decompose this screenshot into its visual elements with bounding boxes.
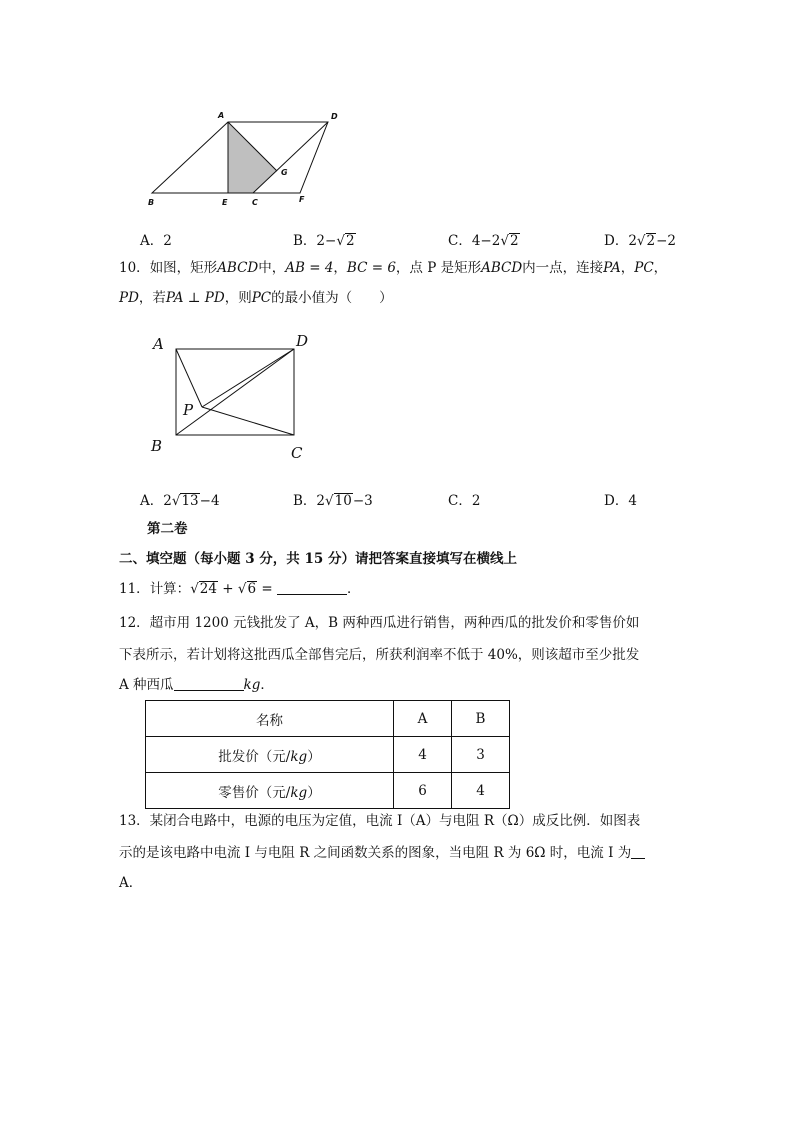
text: 中， xyxy=(258,260,286,276)
q13-stem-line1: 13．某闭合电路中，电源的电压为定值，电流 I（A）与电阻 R（Ω）成反比例．如图表 xyxy=(119,813,641,829)
option-letter: D． xyxy=(604,493,629,509)
text: ， xyxy=(653,260,668,276)
volume-title: 第二卷 xyxy=(147,521,188,537)
option-post: −3 xyxy=(352,493,373,509)
table-header-cell: 名称 xyxy=(146,701,394,737)
option-letter: B． xyxy=(293,233,317,249)
text: ， xyxy=(333,260,347,276)
q10-option-c[interactable] xyxy=(448,489,480,509)
question-number: 11． xyxy=(119,581,150,597)
option-radicand: 10 xyxy=(334,493,352,509)
table-cell: 4 xyxy=(394,737,452,773)
option-radicand: 2 xyxy=(345,233,355,249)
q9-option-a[interactable] xyxy=(140,229,172,249)
label-e: E xyxy=(222,198,228,207)
label-c: C xyxy=(252,198,258,207)
option-radicand: 2 xyxy=(509,233,519,249)
label-d: D xyxy=(331,112,338,121)
label-c: C xyxy=(291,444,303,462)
text: 示的是该电路中电流 I 与电阻 R 之间函数关系的图象，当电阻 R 为 6Ω 时，电流 I 为 xyxy=(119,845,632,861)
q10-option-b[interactable]: B．2√10−3 xyxy=(293,493,373,509)
radicand: 24 xyxy=(199,581,217,597)
table-row xyxy=(146,737,510,773)
answer-blank[interactable] xyxy=(277,580,347,595)
text: ） xyxy=(307,784,321,801)
text: ． xyxy=(260,677,274,693)
math: AB = 4 xyxy=(285,260,334,276)
option-pre: 2 xyxy=(316,493,326,509)
table-header-row xyxy=(146,701,510,737)
answer-blank[interactable] xyxy=(174,676,244,691)
text: ，若 xyxy=(138,290,166,306)
math: ABCD xyxy=(217,260,259,276)
table-header-cell: B xyxy=(452,701,510,737)
math: PC xyxy=(634,260,654,276)
q9-figure xyxy=(140,105,360,210)
text: ． xyxy=(347,581,361,597)
option-radicand: 13 xyxy=(181,493,199,509)
label-a: A xyxy=(153,335,164,353)
label-p: P xyxy=(183,401,194,419)
answer-blank[interactable] xyxy=(631,844,645,859)
table-row xyxy=(146,773,510,809)
option-radicand: 2 xyxy=(646,233,656,249)
table-cell: 6 xyxy=(394,773,452,809)
text: 计算： xyxy=(149,581,191,597)
figure-lines xyxy=(176,349,294,435)
math: PD xyxy=(119,290,139,306)
option-pre: 2 xyxy=(628,233,637,249)
unit: kg xyxy=(243,677,261,693)
option-letter: C． xyxy=(448,233,472,249)
option-value: 2 xyxy=(471,493,481,509)
label-g: G xyxy=(281,168,288,177)
option-value: 4 xyxy=(628,493,637,509)
price-table xyxy=(145,700,510,809)
q10-figure xyxy=(145,330,320,465)
option-value: 2 xyxy=(163,233,172,249)
text: A 种西瓜 xyxy=(119,677,174,693)
text: ，则 xyxy=(224,290,252,306)
label-d: D xyxy=(296,332,309,350)
text: = xyxy=(257,581,277,597)
q9-option-d[interactable]: D．2√2−2 xyxy=(604,233,677,249)
table-cell xyxy=(146,737,394,773)
unit: kg xyxy=(290,748,308,765)
shaded-triangle xyxy=(228,122,277,193)
math: ABCD xyxy=(481,260,523,276)
option-letter: C． xyxy=(448,493,472,509)
option-pre: 2− xyxy=(316,233,337,249)
option-post: −4 xyxy=(199,493,220,509)
q9-option-b[interactable]: B．2−√2 xyxy=(293,233,355,249)
option-pre: 2 xyxy=(163,493,172,509)
q12-stem-line1: 12．超市用 1200 元钱批发了 A，B 两种西瓜进行销售，两种西瓜的批发价和零售价如 xyxy=(119,615,640,631)
text: ） xyxy=(307,748,321,765)
option-post: −2 xyxy=(656,233,677,249)
label-f: F xyxy=(299,195,305,204)
option-pre: 4−2 xyxy=(471,233,501,249)
q10-stem-line2 xyxy=(119,288,393,308)
math: BC = 6 xyxy=(346,260,396,276)
math: PA xyxy=(603,260,621,276)
text: 批发价（元/ xyxy=(218,748,291,765)
q13-stem-line3: A． xyxy=(119,875,143,891)
table-cell xyxy=(146,773,394,809)
q9-option-c[interactable]: C．4−2√2 xyxy=(448,233,519,249)
table-header-cell: A xyxy=(394,701,452,737)
option-letter: D． xyxy=(604,233,629,249)
text: ，点 P 是矩形 xyxy=(395,260,482,276)
q10-option-a[interactable]: A．2√13−4 xyxy=(140,493,220,509)
text: ， xyxy=(620,260,635,276)
math: PA ⊥ PD xyxy=(165,290,225,306)
q12-stem-line2: 下表所示，若计划将这批西瓜全部售完后，所获利润率不低于 40%，则该超市至少批发 xyxy=(119,647,640,663)
question-number: 10． xyxy=(119,260,150,276)
q12-stem-line3 xyxy=(119,675,274,695)
section-heading: 二、填空题（每小题 3 分，共 15 分）请把答案直接填写在横线上 xyxy=(119,551,517,567)
label-b: B xyxy=(151,437,163,455)
q13-stem-line2 xyxy=(119,843,645,863)
q11-stem: 11．计算：√24 + √6 = ． xyxy=(119,581,361,597)
text: + xyxy=(217,581,238,597)
text: 如图，矩形 xyxy=(149,260,218,276)
label-b: B xyxy=(148,198,155,207)
radicand: 6 xyxy=(247,581,257,597)
text: 内一点，连接 xyxy=(522,260,604,276)
unit: kg xyxy=(290,784,308,801)
option-letter: B． xyxy=(293,493,317,509)
text: 零售价（元/ xyxy=(218,784,291,801)
label-a: A xyxy=(218,111,225,120)
text: 的最小值为（ ） xyxy=(271,290,393,306)
table-cell: 3 xyxy=(452,737,510,773)
q10-option-d[interactable] xyxy=(604,489,637,509)
q10-stem-line1 xyxy=(119,258,667,278)
option-letter: A． xyxy=(140,493,164,509)
table-cell: 4 xyxy=(452,773,510,809)
option-letter: A． xyxy=(140,233,164,249)
math: PC xyxy=(251,290,272,306)
